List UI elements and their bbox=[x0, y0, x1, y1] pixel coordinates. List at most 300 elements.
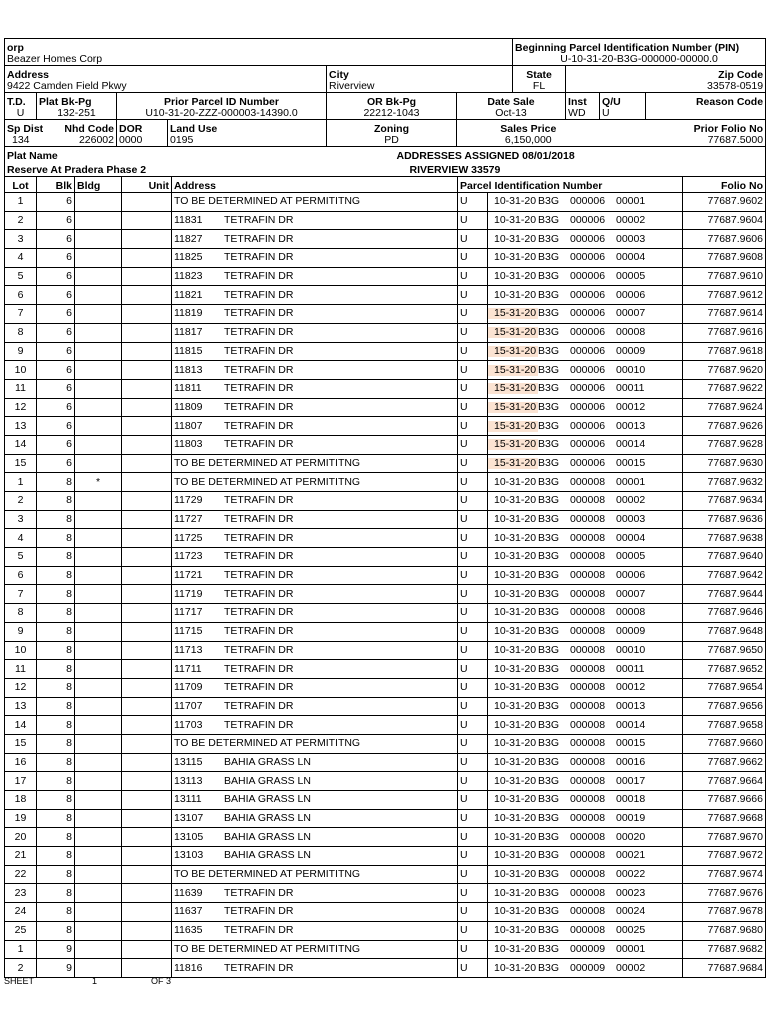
pin-subdivision: B3G bbox=[538, 214, 560, 227]
unit-cell bbox=[122, 884, 172, 903]
folio-cell: 77687.9668 bbox=[683, 809, 766, 828]
pin-lot: 00011 bbox=[616, 382, 645, 395]
pin-cell bbox=[488, 230, 683, 249]
pin-block: 000009 bbox=[570, 942, 606, 955]
street-name: TETRAFIN DR bbox=[224, 270, 294, 283]
bldg-cell bbox=[75, 940, 122, 959]
bldg-cell: * bbox=[75, 473, 122, 492]
township-cell: U bbox=[458, 230, 488, 249]
blk-cell: 6 bbox=[37, 193, 75, 212]
street-name: BAHIA GRASS LN bbox=[224, 774, 311, 787]
pin-section: 10-31-20 bbox=[494, 886, 537, 899]
bldg-cell bbox=[75, 323, 122, 342]
bldg-cell bbox=[75, 529, 122, 548]
bldg-cell bbox=[75, 641, 122, 660]
table-row bbox=[5, 903, 766, 922]
house-number: 11729 bbox=[174, 494, 203, 507]
table-row bbox=[5, 193, 766, 212]
township-cell: U bbox=[458, 622, 488, 641]
street-name: TETRAFIN DR bbox=[224, 718, 294, 731]
bldg-cell bbox=[75, 622, 122, 641]
blk-cell: 8 bbox=[37, 510, 75, 529]
folio-cell: 77687.9674 bbox=[683, 865, 766, 884]
pin-lot: 00010 bbox=[616, 643, 646, 656]
pin-section: 15-31-20 bbox=[488, 383, 538, 394]
table-row bbox=[5, 622, 766, 641]
address-cell bbox=[172, 940, 458, 959]
unit-cell bbox=[122, 230, 172, 249]
pin-lot: 00019 bbox=[616, 812, 646, 825]
prior-pin-value: U10-31-20-ZZZ-000003-14390.0 bbox=[117, 108, 327, 120]
pin-block: 000008 bbox=[570, 849, 606, 862]
qu-value: U bbox=[600, 108, 646, 120]
pin-section: 10-31-20 bbox=[494, 924, 537, 937]
street-name: TETRAFIN DR bbox=[224, 419, 294, 432]
table-row bbox=[5, 492, 766, 511]
township-cell: U bbox=[458, 267, 488, 286]
lot-cell: 11 bbox=[5, 660, 37, 679]
street-name: BAHIA GRASS LN bbox=[224, 830, 311, 843]
unit-cell bbox=[122, 753, 172, 772]
pin-section: 10-31-20 bbox=[494, 681, 537, 694]
pin-lot: 00014 bbox=[616, 438, 646, 451]
pin-subdivision: B3G bbox=[538, 419, 560, 432]
col-unit: Unit bbox=[122, 177, 172, 193]
house-number: 11831 bbox=[174, 214, 203, 227]
folio-cell: 77687.9682 bbox=[683, 940, 766, 959]
sheet-number: 1 bbox=[92, 976, 98, 986]
pin-cell bbox=[488, 697, 683, 716]
col-folio: Folio No bbox=[683, 177, 766, 193]
pin-lot: 00001 bbox=[616, 942, 646, 955]
blk-cell: 8 bbox=[37, 884, 75, 903]
address-cell bbox=[172, 566, 458, 585]
table-row bbox=[5, 473, 766, 492]
table-row bbox=[5, 211, 766, 230]
unit-cell bbox=[122, 379, 172, 398]
blk-cell: 8 bbox=[37, 697, 75, 716]
priorfolio-label: Prior Folio No bbox=[600, 120, 766, 135]
street-name: TETRAFIN DR bbox=[224, 961, 294, 974]
folio-cell: 77687.9614 bbox=[683, 305, 766, 324]
address-cell bbox=[172, 809, 458, 828]
street-name: TO BE DETERMINED AT PERMITITNG bbox=[174, 868, 361, 881]
pin-subdivision: B3G bbox=[538, 924, 560, 937]
folio-cell: 77687.9626 bbox=[683, 417, 766, 436]
folio-cell: 77687.9620 bbox=[683, 361, 766, 380]
qu-label: Q/U bbox=[600, 93, 646, 108]
pin-subdivision: B3G bbox=[538, 513, 560, 526]
bldg-cell bbox=[75, 903, 122, 922]
blk-cell: 6 bbox=[37, 435, 75, 454]
address-cell bbox=[172, 286, 458, 305]
address-cell bbox=[172, 379, 458, 398]
pin-cell bbox=[488, 921, 683, 940]
street-name: TETRAFIN DR bbox=[224, 232, 294, 245]
address-cell bbox=[172, 753, 458, 772]
unit-cell bbox=[122, 398, 172, 417]
pin-block: 000008 bbox=[570, 924, 606, 937]
pin-block: 000008 bbox=[570, 587, 606, 600]
pin-subdivision: B3G bbox=[538, 550, 560, 563]
blk-cell: 8 bbox=[37, 847, 75, 866]
landuse-label: Land Use bbox=[168, 120, 327, 135]
pin-section: 10-31-20 bbox=[494, 868, 537, 881]
landuse-value: 0195 bbox=[168, 135, 327, 147]
assigned-city: RIVERVIEW 33579 bbox=[327, 162, 766, 177]
folio-cell: 77687.9662 bbox=[683, 753, 766, 772]
pin-cell bbox=[488, 884, 683, 903]
pin-cell bbox=[488, 641, 683, 660]
bldg-cell bbox=[75, 417, 122, 436]
folio-cell: 77687.9624 bbox=[683, 398, 766, 417]
township-cell: U bbox=[458, 921, 488, 940]
house-number: 11813 bbox=[174, 363, 203, 376]
house-number: 11635 bbox=[174, 924, 203, 937]
pin-block: 000006 bbox=[570, 195, 606, 208]
township-cell: U bbox=[458, 828, 488, 847]
pin-cell bbox=[488, 492, 683, 511]
table-row bbox=[5, 249, 766, 268]
township-cell: U bbox=[458, 753, 488, 772]
street-name: TETRAFIN DR bbox=[224, 606, 294, 619]
address-cell bbox=[172, 230, 458, 249]
unit-cell bbox=[122, 678, 172, 697]
table-row bbox=[5, 678, 766, 697]
col-address: Address bbox=[172, 177, 458, 193]
pin-subdivision: B3G bbox=[538, 475, 560, 488]
col-pin: Parcel Identification Number bbox=[458, 177, 683, 193]
pin-section: 15-31-20 bbox=[488, 346, 538, 357]
lot-cell: 10 bbox=[5, 361, 37, 380]
address-cell bbox=[172, 772, 458, 791]
pin-cell bbox=[488, 903, 683, 922]
pin-subdivision: B3G bbox=[538, 774, 560, 787]
lot-cell: 1 bbox=[5, 193, 37, 212]
pin-section: 10-31-20 bbox=[494, 531, 537, 544]
street-name: TO BE DETERMINED AT PERMITITNG bbox=[174, 475, 361, 488]
address-cell bbox=[172, 211, 458, 230]
table-row bbox=[5, 529, 766, 548]
township-cell: U bbox=[458, 959, 488, 978]
pin-section: 10-31-20 bbox=[494, 737, 537, 750]
unit-cell bbox=[122, 193, 172, 212]
address-cell bbox=[172, 492, 458, 511]
township-cell: U bbox=[458, 660, 488, 679]
pin-block: 000008 bbox=[570, 662, 606, 675]
pin-subdivision: B3G bbox=[538, 344, 560, 357]
lot-cell: 3 bbox=[5, 510, 37, 529]
pin-subdivision: B3G bbox=[538, 625, 560, 638]
township-cell: U bbox=[458, 473, 488, 492]
table-row bbox=[5, 753, 766, 772]
folio-cell: 77687.9648 bbox=[683, 622, 766, 641]
address-cell bbox=[172, 903, 458, 922]
unit-cell bbox=[122, 305, 172, 324]
house-number: 11715 bbox=[174, 625, 203, 638]
pin-section: 10-31-20 bbox=[494, 494, 537, 507]
address-cell bbox=[172, 865, 458, 884]
pin-block: 000008 bbox=[570, 513, 606, 526]
folio-cell: 77687.9640 bbox=[683, 548, 766, 567]
folio-cell: 77687.9638 bbox=[683, 529, 766, 548]
pin-block: 000006 bbox=[570, 307, 606, 320]
township-cell: U bbox=[458, 940, 488, 959]
lot-cell: 1 bbox=[5, 473, 37, 492]
street-name: TETRAFIN DR bbox=[224, 494, 294, 507]
pin-cell bbox=[488, 809, 683, 828]
street-name: TETRAFIN DR bbox=[224, 326, 294, 339]
table-row bbox=[5, 809, 766, 828]
pin-section: 10-31-20 bbox=[494, 812, 537, 825]
blk-cell: 8 bbox=[37, 641, 75, 660]
street-name: TO BE DETERMINED AT PERMITITNG bbox=[174, 942, 361, 955]
house-number: 11817 bbox=[174, 326, 203, 339]
blk-cell: 8 bbox=[37, 604, 75, 623]
pin-block: 000008 bbox=[570, 494, 606, 507]
house-number: 13107 bbox=[174, 812, 204, 825]
table-row bbox=[5, 641, 766, 660]
pin-block: 000008 bbox=[570, 774, 606, 787]
pin-section: 10-31-20 bbox=[494, 830, 537, 843]
blk-cell: 9 bbox=[37, 959, 75, 978]
township-cell: U bbox=[458, 772, 488, 791]
house-number: 11825 bbox=[174, 251, 203, 264]
bldg-cell bbox=[75, 772, 122, 791]
street-name: TETRAFIN DR bbox=[224, 905, 294, 918]
lot-cell: 6 bbox=[5, 286, 37, 305]
blk-cell: 8 bbox=[37, 622, 75, 641]
blk-cell: 6 bbox=[37, 398, 75, 417]
blk-cell: 8 bbox=[37, 529, 75, 548]
folio-cell: 77687.9644 bbox=[683, 585, 766, 604]
pin-block: 000008 bbox=[570, 793, 606, 806]
pin-section: 10-31-20 bbox=[494, 849, 537, 862]
pin-block: 000008 bbox=[570, 625, 606, 638]
table-row bbox=[5, 566, 766, 585]
street-name: TETRAFIN DR bbox=[224, 382, 294, 395]
township-cell: U bbox=[458, 249, 488, 268]
house-number: 11637 bbox=[174, 905, 203, 918]
bldg-cell bbox=[75, 660, 122, 679]
pin-subdivision: B3G bbox=[538, 363, 560, 376]
pin-lot: 00004 bbox=[616, 251, 646, 264]
table-row bbox=[5, 361, 766, 380]
address-cell bbox=[172, 959, 458, 978]
street-name: TETRAFIN DR bbox=[224, 587, 294, 600]
lot-cell: 20 bbox=[5, 828, 37, 847]
pin-lot: 00002 bbox=[616, 961, 646, 974]
folio-cell: 77687.9676 bbox=[683, 884, 766, 903]
house-number: 11823 bbox=[174, 270, 203, 283]
lot-cell: 10 bbox=[5, 641, 37, 660]
pin-section: 15-31-20 bbox=[488, 458, 538, 469]
street-name: TO BE DETERMINED AT PERMITITNG bbox=[174, 195, 361, 208]
pin-block: 000008 bbox=[570, 643, 606, 656]
table-row bbox=[5, 585, 766, 604]
lot-cell: 3 bbox=[5, 230, 37, 249]
pin-block: 000008 bbox=[570, 830, 606, 843]
street-name: TETRAFIN DR bbox=[224, 643, 294, 656]
lot-cell: 18 bbox=[5, 791, 37, 810]
pin-block: 000006 bbox=[570, 419, 606, 432]
lot-cell: 6 bbox=[5, 566, 37, 585]
address-value: 9422 Camden Field Pkwy bbox=[5, 81, 327, 93]
pin-section: 15-31-20 bbox=[488, 308, 538, 319]
address-cell bbox=[172, 454, 458, 473]
pin-subdivision: B3G bbox=[538, 195, 560, 208]
table-row bbox=[5, 454, 766, 473]
township-cell: U bbox=[458, 454, 488, 473]
unit-cell bbox=[122, 772, 172, 791]
pin-cell bbox=[488, 398, 683, 417]
pin-section: 10-31-20 bbox=[494, 755, 537, 768]
blk-cell: 8 bbox=[37, 716, 75, 735]
street-name: TETRAFIN DR bbox=[224, 924, 294, 937]
bldg-cell bbox=[75, 286, 122, 305]
pin-cell bbox=[488, 417, 683, 436]
address-cell bbox=[172, 398, 458, 417]
pin-subdivision: B3G bbox=[538, 400, 560, 413]
lot-cell: 8 bbox=[5, 604, 37, 623]
table-row bbox=[5, 305, 766, 324]
address-cell bbox=[172, 267, 458, 286]
bldg-cell bbox=[75, 604, 122, 623]
address-cell bbox=[172, 716, 458, 735]
unit-cell bbox=[122, 510, 172, 529]
reason-label: Reason Code bbox=[646, 93, 766, 108]
prior-pin-label: Prior Parcel ID Number bbox=[117, 93, 327, 108]
pin-section: 10-31-20 bbox=[494, 774, 537, 787]
pin-section: 10-31-20 bbox=[494, 625, 537, 638]
pin-cell bbox=[488, 772, 683, 791]
house-number: 11703 bbox=[174, 718, 203, 731]
blk-cell: 6 bbox=[37, 417, 75, 436]
house-number: 11719 bbox=[174, 587, 203, 600]
priorfolio-value: 77687.5000 bbox=[600, 135, 766, 147]
pin-lot: 00012 bbox=[616, 681, 646, 694]
bldg-cell bbox=[75, 211, 122, 230]
pin-lot: 00013 bbox=[616, 699, 646, 712]
pin-section: 10-31-20 bbox=[494, 662, 537, 675]
pin-block: 000009 bbox=[570, 961, 606, 974]
pin-subdivision: B3G bbox=[538, 569, 560, 582]
blk-cell: 6 bbox=[37, 249, 75, 268]
bldg-cell bbox=[75, 342, 122, 361]
table-row bbox=[5, 959, 766, 978]
pin-lot: 00006 bbox=[616, 569, 646, 582]
salesprice-label: Sales Price bbox=[500, 122, 557, 135]
pin-subdivision: B3G bbox=[538, 942, 560, 955]
pin-block: 000008 bbox=[570, 718, 606, 731]
lot-cell: 1 bbox=[5, 940, 37, 959]
unit-cell bbox=[122, 716, 172, 735]
blk-cell: 8 bbox=[37, 660, 75, 679]
pin-cell bbox=[488, 847, 683, 866]
lot-cell: 15 bbox=[5, 454, 37, 473]
unit-cell bbox=[122, 828, 172, 847]
address-cell bbox=[172, 641, 458, 660]
pin-subdivision: B3G bbox=[538, 251, 560, 264]
blk-cell: 8 bbox=[37, 809, 75, 828]
street-name: TETRAFIN DR bbox=[224, 307, 294, 320]
owner-value: Beazer Homes Corp bbox=[5, 54, 513, 66]
pin-lot: 00007 bbox=[616, 307, 646, 320]
pin-cell bbox=[488, 791, 683, 810]
township-cell: U bbox=[458, 510, 488, 529]
address-label: Address bbox=[5, 66, 327, 81]
pin-block: 000006 bbox=[570, 344, 606, 357]
table-row bbox=[5, 828, 766, 847]
street-name: BAHIA GRASS LN bbox=[224, 812, 311, 825]
folio-cell: 77687.9610 bbox=[683, 267, 766, 286]
bldg-cell bbox=[75, 510, 122, 529]
pin-lot: 00010 bbox=[616, 363, 646, 376]
pin-cell bbox=[488, 454, 683, 473]
address-cell bbox=[172, 510, 458, 529]
pin-block: 000008 bbox=[570, 531, 606, 544]
lot-cell: 5 bbox=[5, 548, 37, 567]
nhd-label: Nhd Code bbox=[37, 120, 117, 135]
township-cell: U bbox=[458, 323, 488, 342]
pin-cell bbox=[488, 473, 683, 492]
lot-cell: 22 bbox=[5, 865, 37, 884]
pin-lot: 00009 bbox=[616, 344, 646, 357]
pin-block: 000006 bbox=[570, 363, 606, 376]
bldg-cell bbox=[75, 828, 122, 847]
pin-lot: 00006 bbox=[616, 288, 646, 301]
table-row bbox=[5, 884, 766, 903]
pin-lot: 00008 bbox=[616, 326, 646, 339]
pin-block: 000006 bbox=[570, 214, 606, 227]
pin-subdivision: B3G bbox=[538, 868, 560, 881]
lot-cell: 9 bbox=[5, 342, 37, 361]
folio-cell: 77687.9656 bbox=[683, 697, 766, 716]
pin-subdivision: B3G bbox=[538, 699, 560, 712]
lot-cell: 7 bbox=[5, 305, 37, 324]
pin-block: 000008 bbox=[570, 475, 606, 488]
township-cell: U bbox=[458, 604, 488, 623]
table-row bbox=[5, 342, 766, 361]
address-cell bbox=[172, 884, 458, 903]
pin-subdivision: B3G bbox=[538, 270, 560, 283]
bldg-cell bbox=[75, 230, 122, 249]
pin-section: 10-31-20 bbox=[494, 288, 537, 301]
pin-block: 000008 bbox=[570, 606, 606, 619]
pin-block: 000006 bbox=[570, 382, 606, 395]
pin-block: 000008 bbox=[570, 681, 606, 694]
pin-section: 10-31-20 bbox=[494, 942, 537, 955]
bldg-cell bbox=[75, 678, 122, 697]
pin-section: 10-31-20 bbox=[494, 232, 537, 245]
datesale-label: Date Sale bbox=[457, 93, 566, 108]
pin-cell bbox=[488, 193, 683, 212]
blk-cell: 8 bbox=[37, 492, 75, 511]
lot-cell: 14 bbox=[5, 435, 37, 454]
pin-cell bbox=[488, 342, 683, 361]
table-row bbox=[5, 921, 766, 940]
table-row bbox=[5, 660, 766, 679]
platbkpg-value: 132-251 bbox=[37, 108, 117, 120]
unit-cell bbox=[122, 622, 172, 641]
unit-cell bbox=[122, 903, 172, 922]
pin-subdivision: B3G bbox=[538, 961, 560, 974]
street-name: BAHIA GRASS LN bbox=[224, 793, 311, 806]
pin-lot: 00004 bbox=[616, 531, 646, 544]
house-number: 11811 bbox=[174, 382, 202, 395]
unit-cell bbox=[122, 435, 172, 454]
pin-section: 10-31-20 bbox=[494, 475, 537, 488]
